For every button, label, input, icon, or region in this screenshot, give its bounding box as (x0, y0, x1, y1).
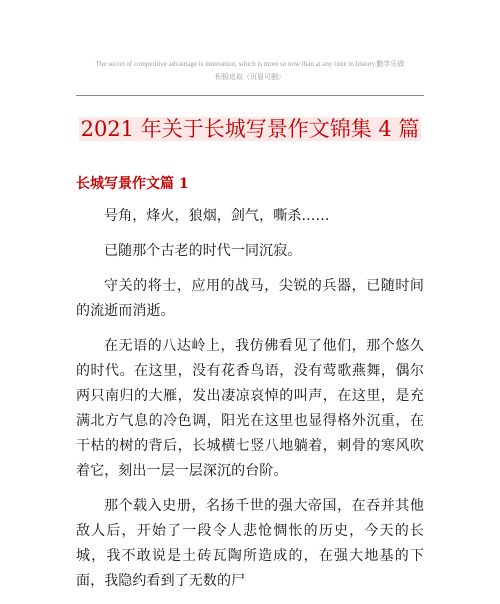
paragraph-1: 号角，烽火，狼烟，剑气，嘶杀…… (104, 208, 330, 224)
document-title-text: 2021 年关于长城写景作文锦集 4 篇 (80, 117, 420, 141)
page-header (76, 58, 424, 84)
section-heading: 长城写景作文篇 1 (76, 176, 189, 192)
header-divider (76, 95, 424, 96)
paragraph-4: 在无语的八达岭上，我仿佛看见了他们，那个悠久的时代。在这里，没有花香鸟语，没有莺歌燕舞，偶尔两只南归的大雁，发出凄凉哀悼的叫声，在这里，是充满北方气息的冷色调，阳光在这里也显得格外沉重，在干枯的树的背后，长城横七竖八地躺着，刺骨的寒风吹着它，刻出一层一层深沉的台阶。 (76, 338, 424, 479)
header-line-1: The secret of competitive advantage is innovation, which is more so now than at any time in history.勤学乐做 (95, 60, 405, 68)
paragraph-3: 守关的将士，应用的战马，尖锐的兵器，已随时间的流逝而消逝。 (76, 278, 424, 319)
header-line-2: 积极追取（页眉可删） (215, 73, 285, 81)
article-body (76, 204, 424, 604)
paragraph-2: 已随那个古老的时代一同沉寂。 (104, 243, 302, 259)
paragraph-5: 那个载入史册，名扬千世的强大帝国，在吞并其他敌人后，开始了一段令人悲怆惆怅的历史，今天的长城，我不敢说是土砖瓦陶所造成的，在强大地基的下面，我隐约看到了无数的尸 (76, 498, 424, 589)
document-title (76, 114, 424, 144)
